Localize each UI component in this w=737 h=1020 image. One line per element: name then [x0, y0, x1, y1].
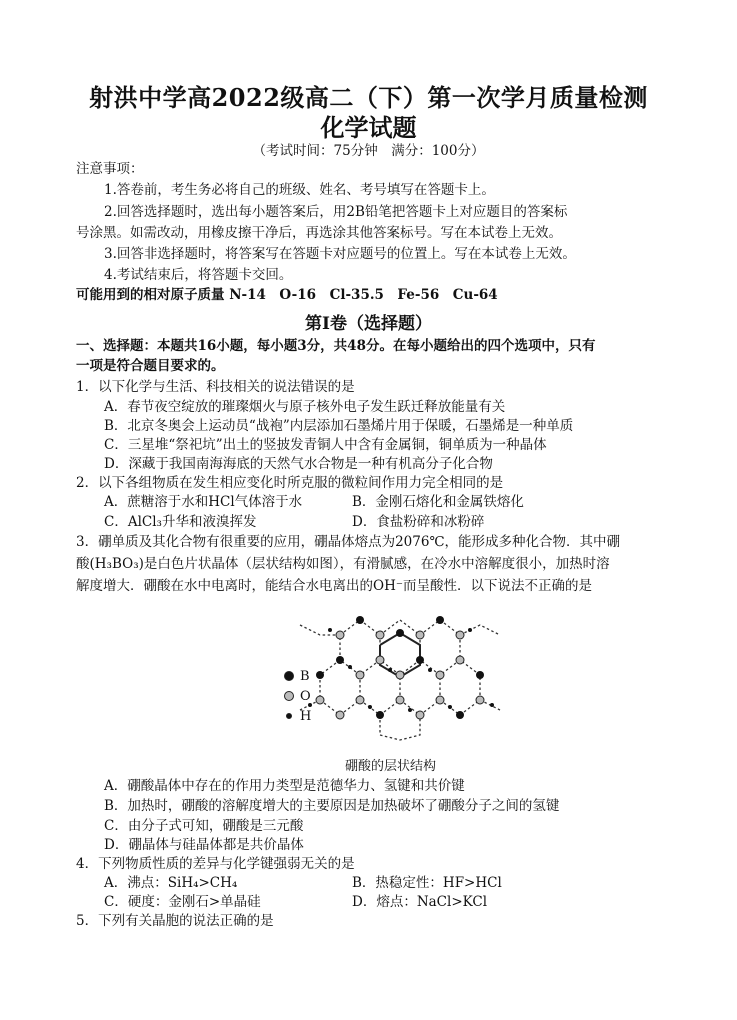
question-3-stem: 解度增大．硼酸在水中电离时，能结合水电离出的OH⁻而呈酸性．以下说法不正确的是 [76, 578, 592, 594]
question-4-option-c: C．硬度：金刚石>单晶硅 [104, 894, 261, 910]
legend-item-hydrogen [284, 706, 311, 726]
exam-info: （考试时间：75分钟 满分：100分） [252, 143, 485, 159]
notice-item: 4.考试结束后，将答题卡交回。 [104, 267, 293, 283]
question-4-stem: 4．下列物质性质的差异与化学键强弱无关的是 [76, 856, 355, 872]
notice-item: 3.回答非选择题时，将答案写在答题卡对应题号的位置上。写在本试卷上无效。 [104, 246, 576, 262]
question-2-option-a: A．蔗糖溶于水和HCl气体溶于水 [104, 494, 303, 510]
question-3-option-b: B．加热时，硼酸的溶解度增大的主要原因是加热破坏了硼酸分子之间的氢键 [104, 798, 560, 814]
figure-legend [284, 666, 311, 726]
question-3-stem: 酸(H₃BO₃)是白色片状晶体（层状结构如图），有滑腻感，在冷水中溶解度很小，加热时溶 [76, 556, 610, 572]
notice-item: 2.回答选择题时，选出每小题答案后，用2B铅笔把答题卡上对应题目的答案标 [104, 204, 568, 220]
question-5-stem: 5．下列有关晶胞的说法正确的是 [76, 913, 274, 929]
exam-title: 射洪中学高2022级高二（下）第一次学月质量检测 [89, 83, 648, 112]
question-2-option-d: D．食盐粉碎和冰粉碎 [352, 514, 485, 530]
question-1-option-b: B．北京冬奥会上运动员“战袍”内层添加石墨烯片用于保暖，石墨烯是一种单质 [104, 418, 574, 434]
lattice-bonds-solid [380, 633, 420, 677]
notice-heading: 注意事项： [76, 161, 144, 177]
question-1-option-a: A．春节夜空绽放的璀璨烟火与原子核外电子发生跃迁释放能量有关 [104, 399, 506, 415]
notice-item: 号涂黑。如需改动，用橡皮擦干净后，再选涂其他答案标号。写在本试卷上无效。 [76, 225, 562, 241]
section-instruction: 一项是符合题目要求的。 [76, 358, 225, 374]
hydrogen-dot-icon [286, 713, 292, 719]
question-3-stem: 3．硼单质及其化合物有很重要的应用，硼晶体熔点为2076℃，能形成多种化合物．其中硼 [76, 534, 621, 550]
question-3-option-d: D．硼晶体与硅晶体都是共价晶体 [104, 837, 304, 853]
figure-caption: 硼酸的层状结构 [345, 759, 437, 774]
question-1-stem: 1．以下化学与生活、科技相关的说法错误的是 [76, 379, 355, 395]
section-instruction: 一、选择题：本题共16小题，每小题3分，共48分。在每小题给出的四个选项中，只有 [76, 338, 596, 354]
legend-label: O [300, 688, 311, 704]
question-4-option-d: D．熔点：NaCl>KCl [352, 894, 488, 910]
notice-item: 1.答卷前，考生务必将自己的班级、姓名、考号填写在答题卡上。 [104, 182, 495, 198]
question-4-option-a: A．沸点：SiH₄>CH₄ [104, 875, 238, 891]
oxygen-dot-icon [284, 691, 294, 701]
legend-item-oxygen [284, 686, 311, 706]
question-2-option-b: B．金刚石熔化和金属铁熔化 [352, 494, 524, 510]
atomic-mass-line: 可能用到的相对原子质量 N-14 O-16 Cl-35.5 Fe-56 Cu-64 [76, 287, 498, 303]
boron-dot-icon [284, 671, 294, 681]
question-1-option-c: C．三星堆“祭祀坑”出土的竖披发青铜人中含有金属铜，铜单质为一种晶体 [104, 437, 547, 453]
legend-label: H [300, 708, 312, 724]
question-1-option-d: D．深藏于我国南海海底的天然气水合物是一种有机高分子化合物 [104, 456, 493, 472]
question-3-option-c: C．由分子式可知，硼酸是三元酸 [104, 818, 304, 834]
question-2-stem: 2．以下各组物质在发生相应变化时所克服的微粒间作用力完全相同的是 [76, 475, 504, 491]
question-3-option-a: A．硼酸晶体中存在的作用力类型是范德华力、氢键和共价键 [104, 778, 465, 794]
question-4-option-b: B．热稳定性：HF>HCl [352, 875, 502, 891]
subject-title: 化学试题 [320, 113, 417, 142]
lattice-bonds [300, 620, 500, 740]
boric-acid-structure-figure [280, 605, 520, 745]
question-2-option-c: C．AlCl₃升华和液溴挥发 [104, 514, 257, 530]
oxygen-atoms [316, 631, 484, 719]
legend-label: B [300, 668, 310, 684]
legend-item-boron [284, 666, 311, 686]
section-title: 第Ⅰ卷（选择题） [305, 314, 432, 334]
